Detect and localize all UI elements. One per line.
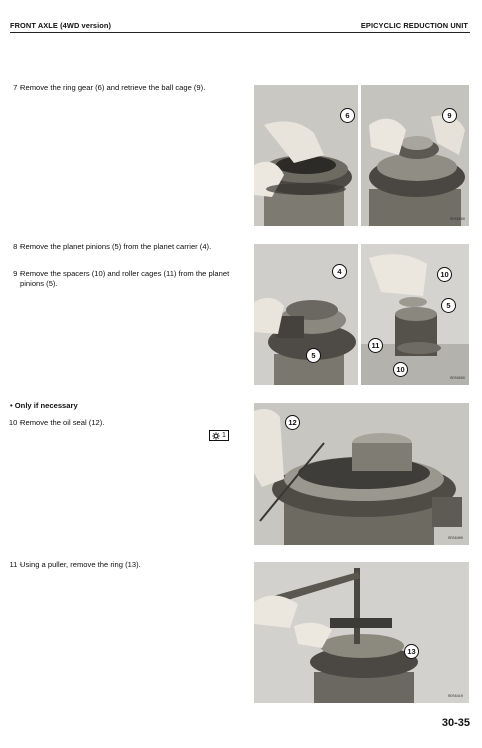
photo-code: RDS6090: [450, 218, 465, 222]
step-7: [0, 83, 240, 95]
step-text: Remove the oil seal (12).: [20, 418, 105, 427]
step-text: Remove the ring gear (6) and retrieve the ball cage (9).: [20, 83, 206, 92]
photo-oil-seal: [254, 403, 469, 545]
step-8: [0, 242, 240, 264]
callout-5: 5: [441, 298, 456, 313]
photo-ring-puller: [254, 562, 469, 703]
header-section-title: FRONT AXLE (4WD version): [10, 21, 112, 30]
photo-ring-gear: [254, 85, 358, 226]
step-11: [0, 560, 240, 572]
header-divider: [10, 32, 470, 33]
callout-4: 4: [332, 264, 347, 279]
step-number: 8 -: [13, 242, 22, 251]
photo-ball-cage: [361, 85, 469, 226]
step-10: [0, 418, 240, 430]
callout-11: 11: [368, 338, 383, 353]
step-text: Remove the planet pinions (5) from the planet carrier (4).: [20, 242, 212, 251]
step-text: Remove the spacers (10) and roller cages (11) from the planet pinions (5).: [20, 269, 230, 288]
callout-10: 10: [437, 267, 452, 282]
page-number: 30-35: [441, 717, 470, 729]
step-number: 11 -: [9, 560, 22, 569]
callout-13: 13: [404, 644, 419, 659]
step-number: 7 -: [13, 83, 22, 92]
step-number: 10 -: [8, 418, 22, 427]
photo-code: RDS6400: [448, 537, 463, 541]
callout-10: 10: [393, 362, 408, 377]
gear-tool-icon: [212, 432, 220, 440]
tool-reference-number: 1: [222, 432, 226, 439]
conditional-note: • Only if necessary: [10, 401, 78, 410]
photo-spacers-roller-cages: [361, 244, 469, 385]
tool-reference: [209, 430, 229, 441]
step-9: [0, 269, 240, 291]
header-chapter-title: EPICYCLIC REDUCTION UNIT: [360, 21, 468, 30]
photo-planet-pinions: [254, 244, 358, 385]
step-number: 9 -: [13, 269, 22, 278]
photo-code: RDS6080: [450, 377, 465, 381]
photo-code: RDS6410: [448, 695, 463, 699]
callout-9: 9: [442, 108, 457, 123]
callout-12: 12: [285, 415, 300, 430]
step-text: Using a puller, remove the ring (13).: [20, 560, 141, 569]
callout-6: 6: [340, 108, 355, 123]
callout-5: 5: [306, 348, 321, 363]
